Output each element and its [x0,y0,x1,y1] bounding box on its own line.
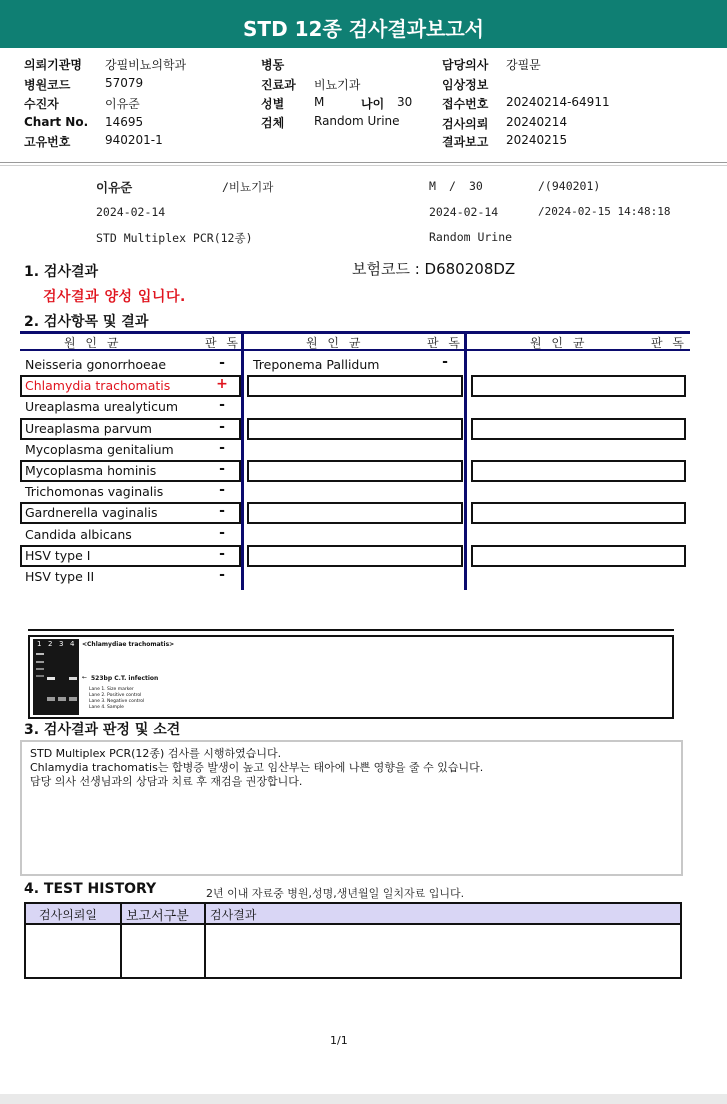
section1-title: 1. 검사결과 [24,264,99,280]
column-divider-2 [464,331,467,590]
gel-band-marker-1 [36,653,44,655]
organism-judgement: - [219,567,225,583]
summary-date2: 2024-02-14 [429,205,499,219]
chart-value: 14695 [105,115,144,129]
gel-band-positive [47,677,55,680]
clinic-label: 의뢰기관명 [24,58,82,72]
gel-legend [89,687,144,711]
organism-judgement: - [219,355,225,371]
gel-legend-item: Lane 2. Positive control [89,693,142,698]
opinion-line: STD Multiplex PCR(12종) 검사를 시행하였습니다. [30,747,282,760]
gel-lane-number: 1 [37,640,42,648]
opinion-line: 담당 의사 선생님과의 상담과 치료 후 재검을 권장합니다. [30,775,303,788]
history-col-report-type: 보고서구분 [126,909,189,924]
gel-band-marker-2 [36,661,44,663]
organism-name: Ureaplasma urealyticum [25,399,179,415]
organism-name: HSV type II [25,569,95,584]
summary-dept: /비뇨기과 [222,180,274,194]
ward-label: 병동 [261,58,285,72]
summary-report-time: /2024-02-15 14:48:18 [538,205,671,218]
organism-name: Chlamydia trachomatis [25,378,171,394]
gel-band-marker-3 [36,668,44,670]
empty-result-box [471,375,686,397]
col2-judge-header: 판 독 [427,336,463,350]
organism-judgement: + [216,376,228,393]
organism-judgement: - [219,545,225,562]
empty-result-box [247,545,463,567]
page-number: 1/1 [330,1034,348,1047]
empty-result-box [471,460,686,482]
section2-title: 2. 검사항목 및 결과 [24,314,149,330]
gel-band-sample [69,677,77,680]
opinion-line: Chlamydia trachomatis는 합병증 발생이 높고 임산부는 태아에 나쁜 영향을 줄 수 있습니다. [30,761,484,774]
report-title: STD 12종 검사결과보고서 [0,0,727,48]
summary-sex: M [429,179,436,193]
summary-date1: 2024-02-14 [96,205,166,219]
clinic-value: 강필비뇨의학과 [105,58,187,72]
organism-judgement: - [219,461,225,477]
receipt-label: 접수번호 [442,97,489,111]
patient-label: 수진자 [24,97,59,111]
empty-result-box [247,375,463,397]
summary-name: 이유준 [96,180,133,195]
organism-name: Trichomonas vaginalis [25,484,164,500]
specimen-value: Random Urine [314,114,400,128]
gel-arrow: ← [82,674,88,681]
age-label: 나이 [361,97,385,111]
summary-age: 30 [469,179,483,193]
empty-result-box [471,502,686,524]
report-label: 결과보고 [442,135,489,149]
request-label: 검사의뢰 [442,117,489,131]
empty-result-box [471,545,686,567]
col2-organism-header: 원 인 균 [306,336,364,350]
clinical-label: 임상정보 [442,78,489,92]
gel-image [33,639,79,715]
header-divider [0,162,727,163]
gel-rule [28,629,674,631]
summary-birth: /(940201) [538,179,601,193]
organism-name: Mycoplasma genitalium [25,441,174,457]
organism-name: Gardnerella vaginalis [25,505,158,521]
uid-label: 고유번호 [24,135,71,149]
code-label: 병원코드 [24,78,71,92]
opinion-box [20,740,683,876]
organism-name: Mycoplasma hominis [25,463,157,478]
uid-value: 940201-1 [105,133,163,147]
gel-band-primer-2 [47,697,55,701]
doctor-value: 강필문 [506,58,541,72]
gel-lane-number: 3 [59,640,64,648]
report-value: 20240215 [506,133,568,147]
opinion-text [30,747,483,789]
history-col-divider-2 [204,904,206,977]
empty-result-box [247,418,463,440]
organism-name: HSV type I [25,547,91,563]
organism-name: Candida albicans [25,526,132,542]
gel-lane-number: 4 [70,640,75,648]
column-divider-1 [241,331,244,590]
receipt-value: 20240214-64911 [506,95,610,109]
empty-result-box [471,418,686,440]
col1-organism-header: 원 인 균 [64,336,122,350]
code-value: 57079 [105,76,144,90]
sex-label: 성별 [261,97,285,111]
organism-judgement: - [219,482,225,499]
col3-judge-header: 판 독 [651,336,687,350]
gel-legend-item: Lane 1. Size marker [89,687,134,692]
organism-judgement: - [219,397,225,414]
gel-band-label: 523bp C.T. infection [91,675,159,682]
summary-test: STD Multiplex PCR(12종) [96,231,253,245]
history-note: 2년 이내 자료중 병원,성명,생년월일 일치자료 입니다. [206,887,465,900]
organism-name: Ureaplasma parvum [25,420,152,436]
patient-value: 이유준 [105,97,140,111]
col2-item-judge: - [442,354,448,370]
gel-lane-numbers [33,639,79,649]
organism-judgement: - [219,439,225,456]
history-col-divider-1 [120,904,122,977]
dept-label: 진료과 [261,78,296,92]
chart-label: Chart No. [24,115,89,129]
insurance-code: 보험코드 : D680208DZ [352,260,516,278]
history-table [24,902,682,979]
footer-bar [0,1094,727,1104]
section4-title: 4. TEST HISTORY [24,881,157,897]
gel-band-marker-4 [36,675,44,677]
organism-name: Neisseria gonorrhoeae [25,357,167,372]
organism-judgement: - [219,524,225,541]
summary-slash: / [449,179,456,193]
dept-value: 비뇨기과 [314,78,361,92]
gel-lane-number: 2 [48,640,53,648]
gel-legend-item: Lane 3. Negative control [89,699,145,704]
organism-judgement: - [219,418,225,435]
gel-band-primer-3 [58,697,66,701]
result-statement: 검사결과 양성 입니다. [43,289,186,305]
gel-band-primer-4 [69,697,77,701]
col1-judge-header: 판 독 [205,336,241,350]
history-col-result: 검사결과 [210,908,257,922]
age-value: 30 [397,95,413,109]
specimen-label: 검체 [261,116,285,130]
organism-judgement: - [219,503,225,520]
col3-organism-header: 원 인 균 [530,336,588,350]
header-divider-2 [0,165,727,166]
gel-title: <Chlamydiae trachomatis> [82,641,175,648]
section3-title: 3. 검사결과 판정 및 소견 [24,722,181,738]
empty-result-box [247,502,463,524]
summary-specimen: Random Urine [429,230,513,244]
empty-result-box [247,460,463,482]
history-header-row [26,904,680,925]
col2-item-name: Treponema Pallidum [253,357,380,372]
history-col-request-date: 검사의뢰일 [39,908,97,922]
doctor-label: 담당의사 [442,58,489,72]
request-value: 20240214 [506,115,568,129]
gel-legend-item: Lane 4. Sample [89,705,124,710]
sex-value: M [314,95,325,109]
